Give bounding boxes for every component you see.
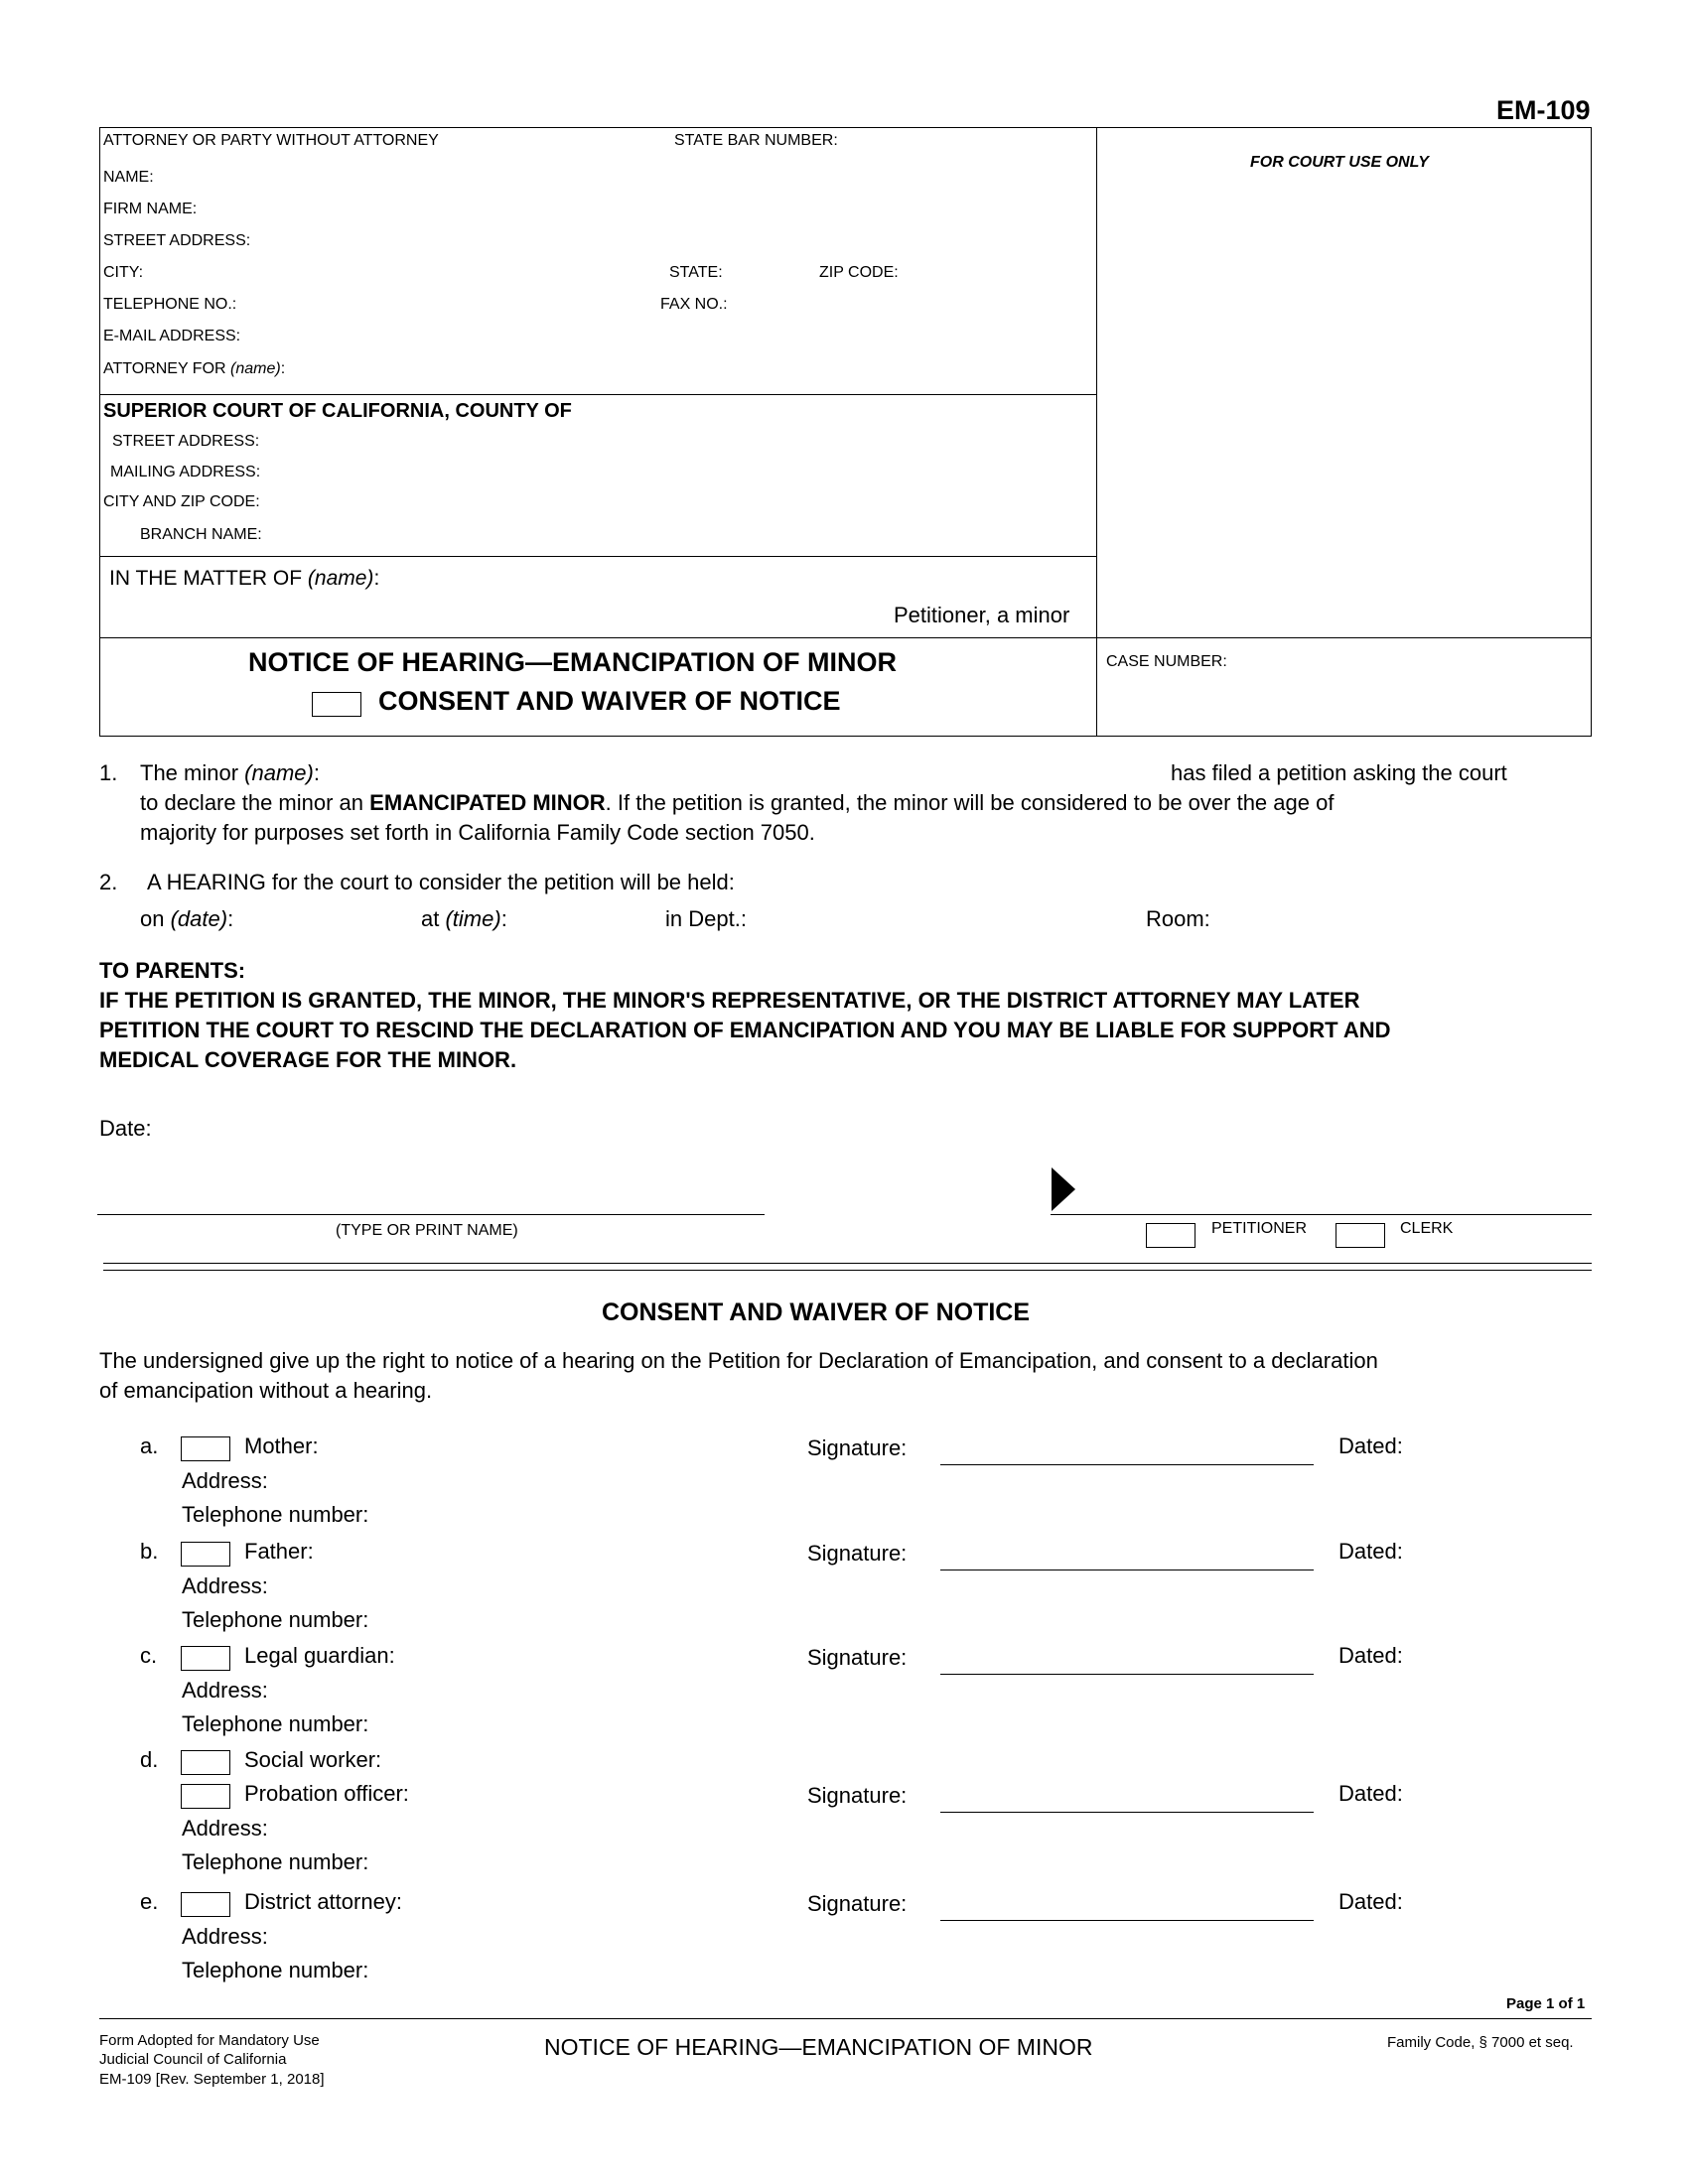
section-rule-bottom	[103, 1270, 1592, 1271]
footer-council: Judicial Council of California	[99, 2051, 287, 2068]
parents-heading: TO PARENTS:	[99, 958, 246, 983]
petitioner-label: PETITIONER	[1211, 1220, 1308, 1237]
mother-signature-label: Signature:	[807, 1435, 908, 1460]
court-branch-label: BRANCH NAME:	[140, 526, 262, 543]
item1-text-b: has filed a petition asking the court	[1171, 760, 1507, 785]
court-title: SUPERIOR COURT OF CALIFORNIA, COUNTY OF	[103, 400, 572, 422]
item1-text-e: majority for purposes set forth in California Family Code section 7050.	[140, 820, 815, 845]
street-address-label: STREET ADDRESS:	[103, 232, 251, 249]
father-checkbox[interactable]	[181, 1542, 230, 1567]
social-worker-label: Social worker:	[244, 1747, 382, 1772]
parents-warning-line3: MEDICAL COVERAGE FOR THE MINOR.	[99, 1047, 517, 1072]
mother-address-label: Address:	[182, 1468, 268, 1493]
item2-text: A HEARING for the court to consider the petition will be held:	[147, 870, 735, 894]
print-name-line	[97, 1214, 765, 1215]
officer-signature-line[interactable]	[940, 1812, 1314, 1813]
guardian-checkbox[interactable]	[181, 1646, 230, 1671]
consent-waiver-checkbox[interactable]	[312, 692, 361, 717]
entry-e-letter: e.	[140, 1889, 159, 1914]
signature-line[interactable]	[1051, 1214, 1592, 1215]
print-name-label: (TYPE OR PRINT NAME)	[336, 1222, 518, 1239]
hearing-time-label: at (time):	[421, 906, 507, 931]
item1-minor-label: The minor (name):	[140, 760, 320, 785]
district-attorney-checkbox[interactable]	[181, 1892, 230, 1917]
entry-d-letter: d.	[140, 1747, 159, 1772]
form-title: NOTICE OF HEARING—EMANCIPATION OF MINOR	[248, 647, 897, 677]
guardian-telephone-label: Telephone number:	[182, 1711, 369, 1736]
hearing-dept-label: in Dept.:	[665, 906, 747, 931]
section-rule-top	[103, 1263, 1592, 1264]
attorney-court-divider	[99, 394, 1096, 395]
state-label: STATE:	[669, 264, 723, 281]
court-use-label: FOR COURT USE ONLY	[1250, 154, 1429, 171]
father-dated-label: Dated:	[1338, 1539, 1403, 1564]
entry-a-letter: a.	[140, 1433, 159, 1458]
guardian-signature-label: Signature:	[807, 1645, 908, 1670]
hearing-date-label: on (date):	[140, 906, 234, 931]
clerk-label: CLERK	[1400, 1220, 1454, 1237]
mother-signature-line[interactable]	[940, 1464, 1314, 1465]
footer-title: NOTICE OF HEARING—EMANCIPATION OF MINOR	[544, 2034, 1093, 2060]
father-telephone-label: Telephone number:	[182, 1607, 369, 1632]
case-number-label: CASE NUMBER:	[1106, 653, 1227, 670]
state-bar-label: STATE BAR NUMBER:	[674, 132, 838, 149]
form-id: EM-109	[1496, 95, 1591, 125]
mother-telephone-label: Telephone number:	[182, 1502, 369, 1527]
father-label: Father:	[244, 1539, 314, 1564]
page-number: Page 1 of 1	[1506, 1995, 1586, 2012]
caption-frame	[99, 127, 1592, 737]
court-matter-divider	[99, 556, 1096, 557]
father-address-label: Address:	[182, 1573, 268, 1598]
date-label: Date:	[99, 1116, 152, 1141]
item1-text-c: to declare the minor an EMANCIPATED MINOR. If the petition is granted, the minor will be considered to be over the age of	[140, 790, 1335, 815]
city-label: CITY:	[103, 264, 144, 281]
probation-officer-checkbox[interactable]	[181, 1784, 230, 1809]
entry-b-letter: b.	[140, 1539, 159, 1564]
form-subtitle: CONSENT AND WAIVER OF NOTICE	[378, 686, 841, 716]
signature-arrow-icon	[1052, 1167, 1075, 1211]
clerk-checkbox[interactable]	[1336, 1223, 1385, 1248]
father-signature-label: Signature:	[807, 1541, 908, 1566]
entry-c-letter: c.	[140, 1643, 158, 1668]
attorney-for-label: ATTORNEY FOR (name):	[103, 360, 286, 377]
attorney-header: ATTORNEY OR PARTY WITHOUT ATTORNEY	[103, 132, 439, 149]
item1-number: 1.	[99, 760, 118, 785]
officer-telephone-label: Telephone number:	[182, 1849, 369, 1874]
consent-heading: CONSENT AND WAIVER OF NOTICE	[602, 1298, 1031, 1326]
officer-signature-label: Signature:	[807, 1783, 908, 1808]
mother-checkbox[interactable]	[181, 1436, 230, 1461]
guardian-address-label: Address:	[182, 1678, 268, 1703]
hearing-room-label: Room:	[1146, 906, 1210, 931]
petitioner-checkbox[interactable]	[1146, 1223, 1196, 1248]
footer-revision: EM-109 [Rev. September 1, 2018]	[99, 2071, 325, 2088]
name-label: NAME:	[103, 169, 154, 186]
probation-officer-label: Probation officer:	[244, 1781, 409, 1806]
petitioner-minor: Petitioner, a minor	[894, 603, 1070, 627]
court-mailing-label: MAILING ADDRESS:	[110, 464, 261, 480]
court-city-zip-label: CITY AND ZIP CODE:	[103, 493, 260, 510]
da-signature-line[interactable]	[940, 1920, 1314, 1921]
footer-rule	[99, 2018, 1592, 2019]
parents-warning-line1: IF THE PETITION IS GRANTED, THE MINOR, THE MINOR'S REPRESENTATIVE, OR THE DISTRICT ATTORNEY MAY LATER	[99, 988, 1360, 1013]
consent-intro-line2: of emancipation without a hearing.	[99, 1378, 433, 1403]
guardian-label: Legal guardian:	[244, 1643, 395, 1668]
title-divider	[99, 637, 1592, 638]
firm-name-label: FIRM NAME:	[103, 201, 198, 217]
consent-intro-line1: The undersigned give up the right to notice of a hearing on the Petition for Declaration of Emancipation, and consent to a declaration	[99, 1348, 1378, 1373]
district-attorney-label: District attorney:	[244, 1889, 402, 1914]
parents-warning-line2: PETITION THE COURT TO RESCIND THE DECLARATION OF EMANCIPATION AND YOU MAY BE LIABLE FOR SUPPORT AND	[99, 1018, 1391, 1042]
caption-divider	[1096, 127, 1097, 737]
mother-dated-label: Dated:	[1338, 1433, 1403, 1458]
telephone-label: TELEPHONE NO.:	[103, 296, 237, 313]
officer-address-label: Address:	[182, 1816, 268, 1841]
zip-label: ZIP CODE:	[819, 264, 899, 281]
matter-label: IN THE MATTER OF (name):	[109, 567, 380, 590]
mother-label: Mother:	[244, 1433, 319, 1458]
footer-adopted: Form Adopted for Mandatory Use	[99, 2032, 320, 2049]
guardian-dated-label: Dated:	[1338, 1643, 1403, 1668]
da-signature-label: Signature:	[807, 1891, 908, 1916]
officer-dated-label: Dated:	[1338, 1781, 1403, 1806]
item2-number: 2.	[99, 870, 118, 894]
footer-code: Family Code, § 7000 et seq.	[1387, 2034, 1574, 2051]
da-address-label: Address:	[182, 1924, 268, 1949]
guardian-signature-line[interactable]	[940, 1674, 1314, 1675]
email-label: E-MAIL ADDRESS:	[103, 328, 241, 344]
fax-label: FAX NO.:	[660, 296, 728, 313]
court-street-label: STREET ADDRESS:	[112, 433, 260, 450]
social-worker-checkbox[interactable]	[181, 1750, 230, 1775]
da-telephone-label: Telephone number:	[182, 1958, 369, 1982]
da-dated-label: Dated:	[1338, 1889, 1403, 1914]
